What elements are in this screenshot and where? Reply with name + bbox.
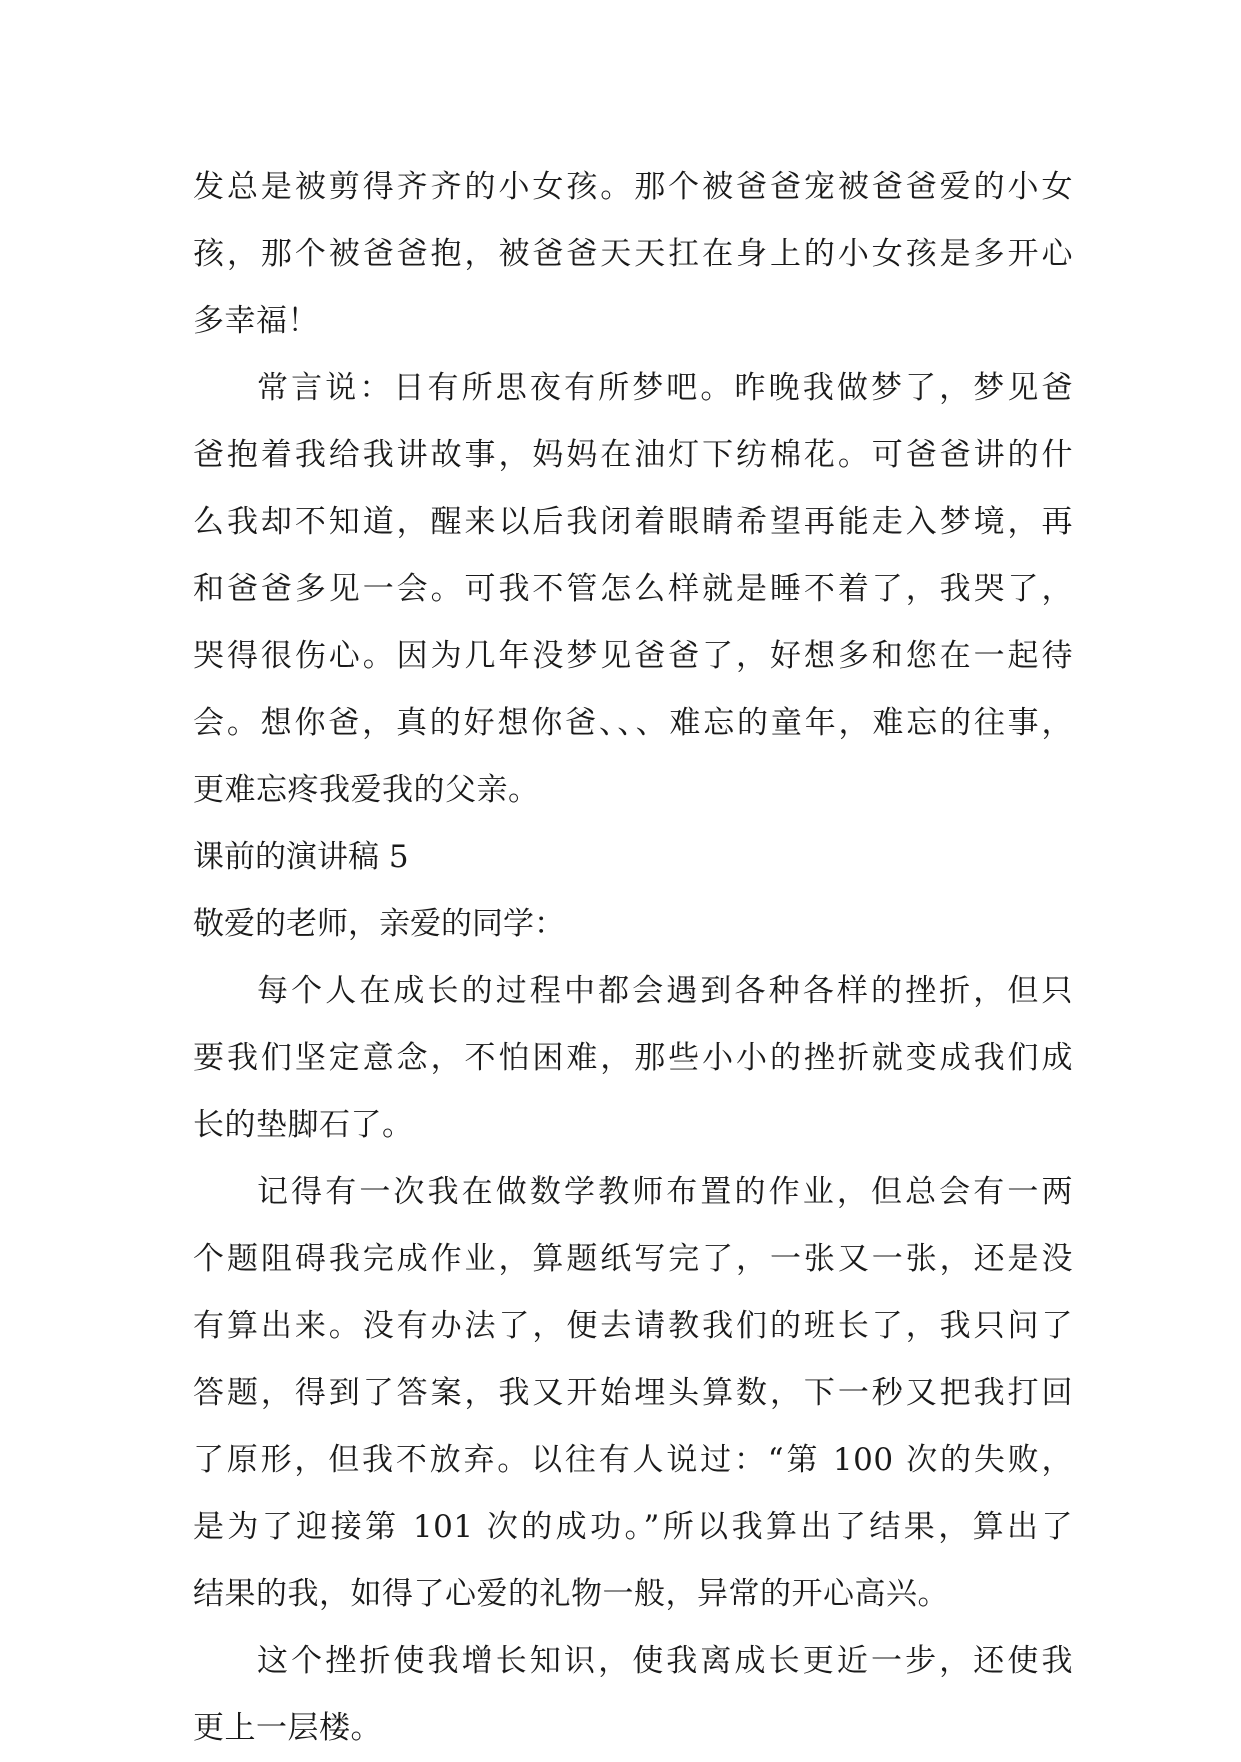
text-line: 和爸爸多见一会。可我不管怎么样就是睡不着了，我哭了， xyxy=(193,571,1073,607)
text-line: 更难忘疼我爱我的父亲。 xyxy=(193,772,540,808)
text-line: 孩，那个被爸爸抱，被爸爸天天扛在身上的小女孩是多开心 xyxy=(193,236,1073,272)
text-line: 是为了迎接第 101 次的成功。”所以我算出了结果，算出了 xyxy=(193,1509,1073,1545)
salutation: 敬爱的老师，亲爱的同学： xyxy=(193,906,565,942)
paragraph xyxy=(193,958,1073,1159)
text-line: 了原形，但我不放弃。以往有人说过：“第 100 次的失败， xyxy=(193,1442,1073,1478)
paragraph xyxy=(193,355,1073,824)
text-line: 要我们坚定意念，不怕困难，那些小小的挫折就变成我们成 xyxy=(193,1040,1073,1076)
document-body xyxy=(193,154,1073,1762)
text-line: 每个人在成长的过程中都会遇到各种各样的挫折，但只 xyxy=(257,973,1073,1009)
text-line: 更上一层楼。 xyxy=(193,1710,382,1746)
text-line: 常言说：日有所思夜有所梦吧。昨晚我做梦了，梦见爸 xyxy=(257,370,1073,406)
text-line: 么我却不知道，醒来以后我闭着眼睛希望再能走入梦境，再 xyxy=(193,504,1073,540)
text-line: 结果的我，如得了心爱的礼物一般，异常的开心高兴。 xyxy=(193,1576,949,1612)
text-line: 记得有一次我在做数学教师布置的作业，但总会有一两 xyxy=(257,1174,1073,1210)
paragraph xyxy=(193,154,1073,355)
section-title: 课前的演讲稿 5 xyxy=(193,839,409,875)
text-line: 有算出来。没有办法了，便去请教我们的班长了，我只问了 xyxy=(193,1308,1073,1344)
text-line: 多幸福！ xyxy=(193,303,319,339)
paragraph xyxy=(193,1159,1073,1628)
text-line: 长的垫脚石了。 xyxy=(193,1107,414,1143)
text-line: 哭得很伤心。因为几年没梦见爸爸了，好想多和您在一起待 xyxy=(193,638,1073,674)
paragraph xyxy=(193,1628,1073,1762)
text-line: 爸抱着我给我讲故事，妈妈在油灯下纺棉花。可爸爸讲的什 xyxy=(193,437,1073,473)
text-line: 会。想你爸，真的好想你爸、、、难忘的童年，难忘的往事， xyxy=(193,705,1073,741)
text-line: 发总是被剪得齐齐的小女孩。那个被爸爸宠被爸爸爱的小女 xyxy=(193,169,1073,205)
text-line: 个题阻碍我完成作业，算题纸写完了，一张又一张，还是没 xyxy=(193,1241,1073,1277)
text-line: 答题，得到了答案，我又开始埋头算数，下一秒又把我打回 xyxy=(193,1375,1073,1411)
text-line: 这个挫折使我增长知识，使我离成长更近一步，还使我 xyxy=(257,1643,1073,1679)
